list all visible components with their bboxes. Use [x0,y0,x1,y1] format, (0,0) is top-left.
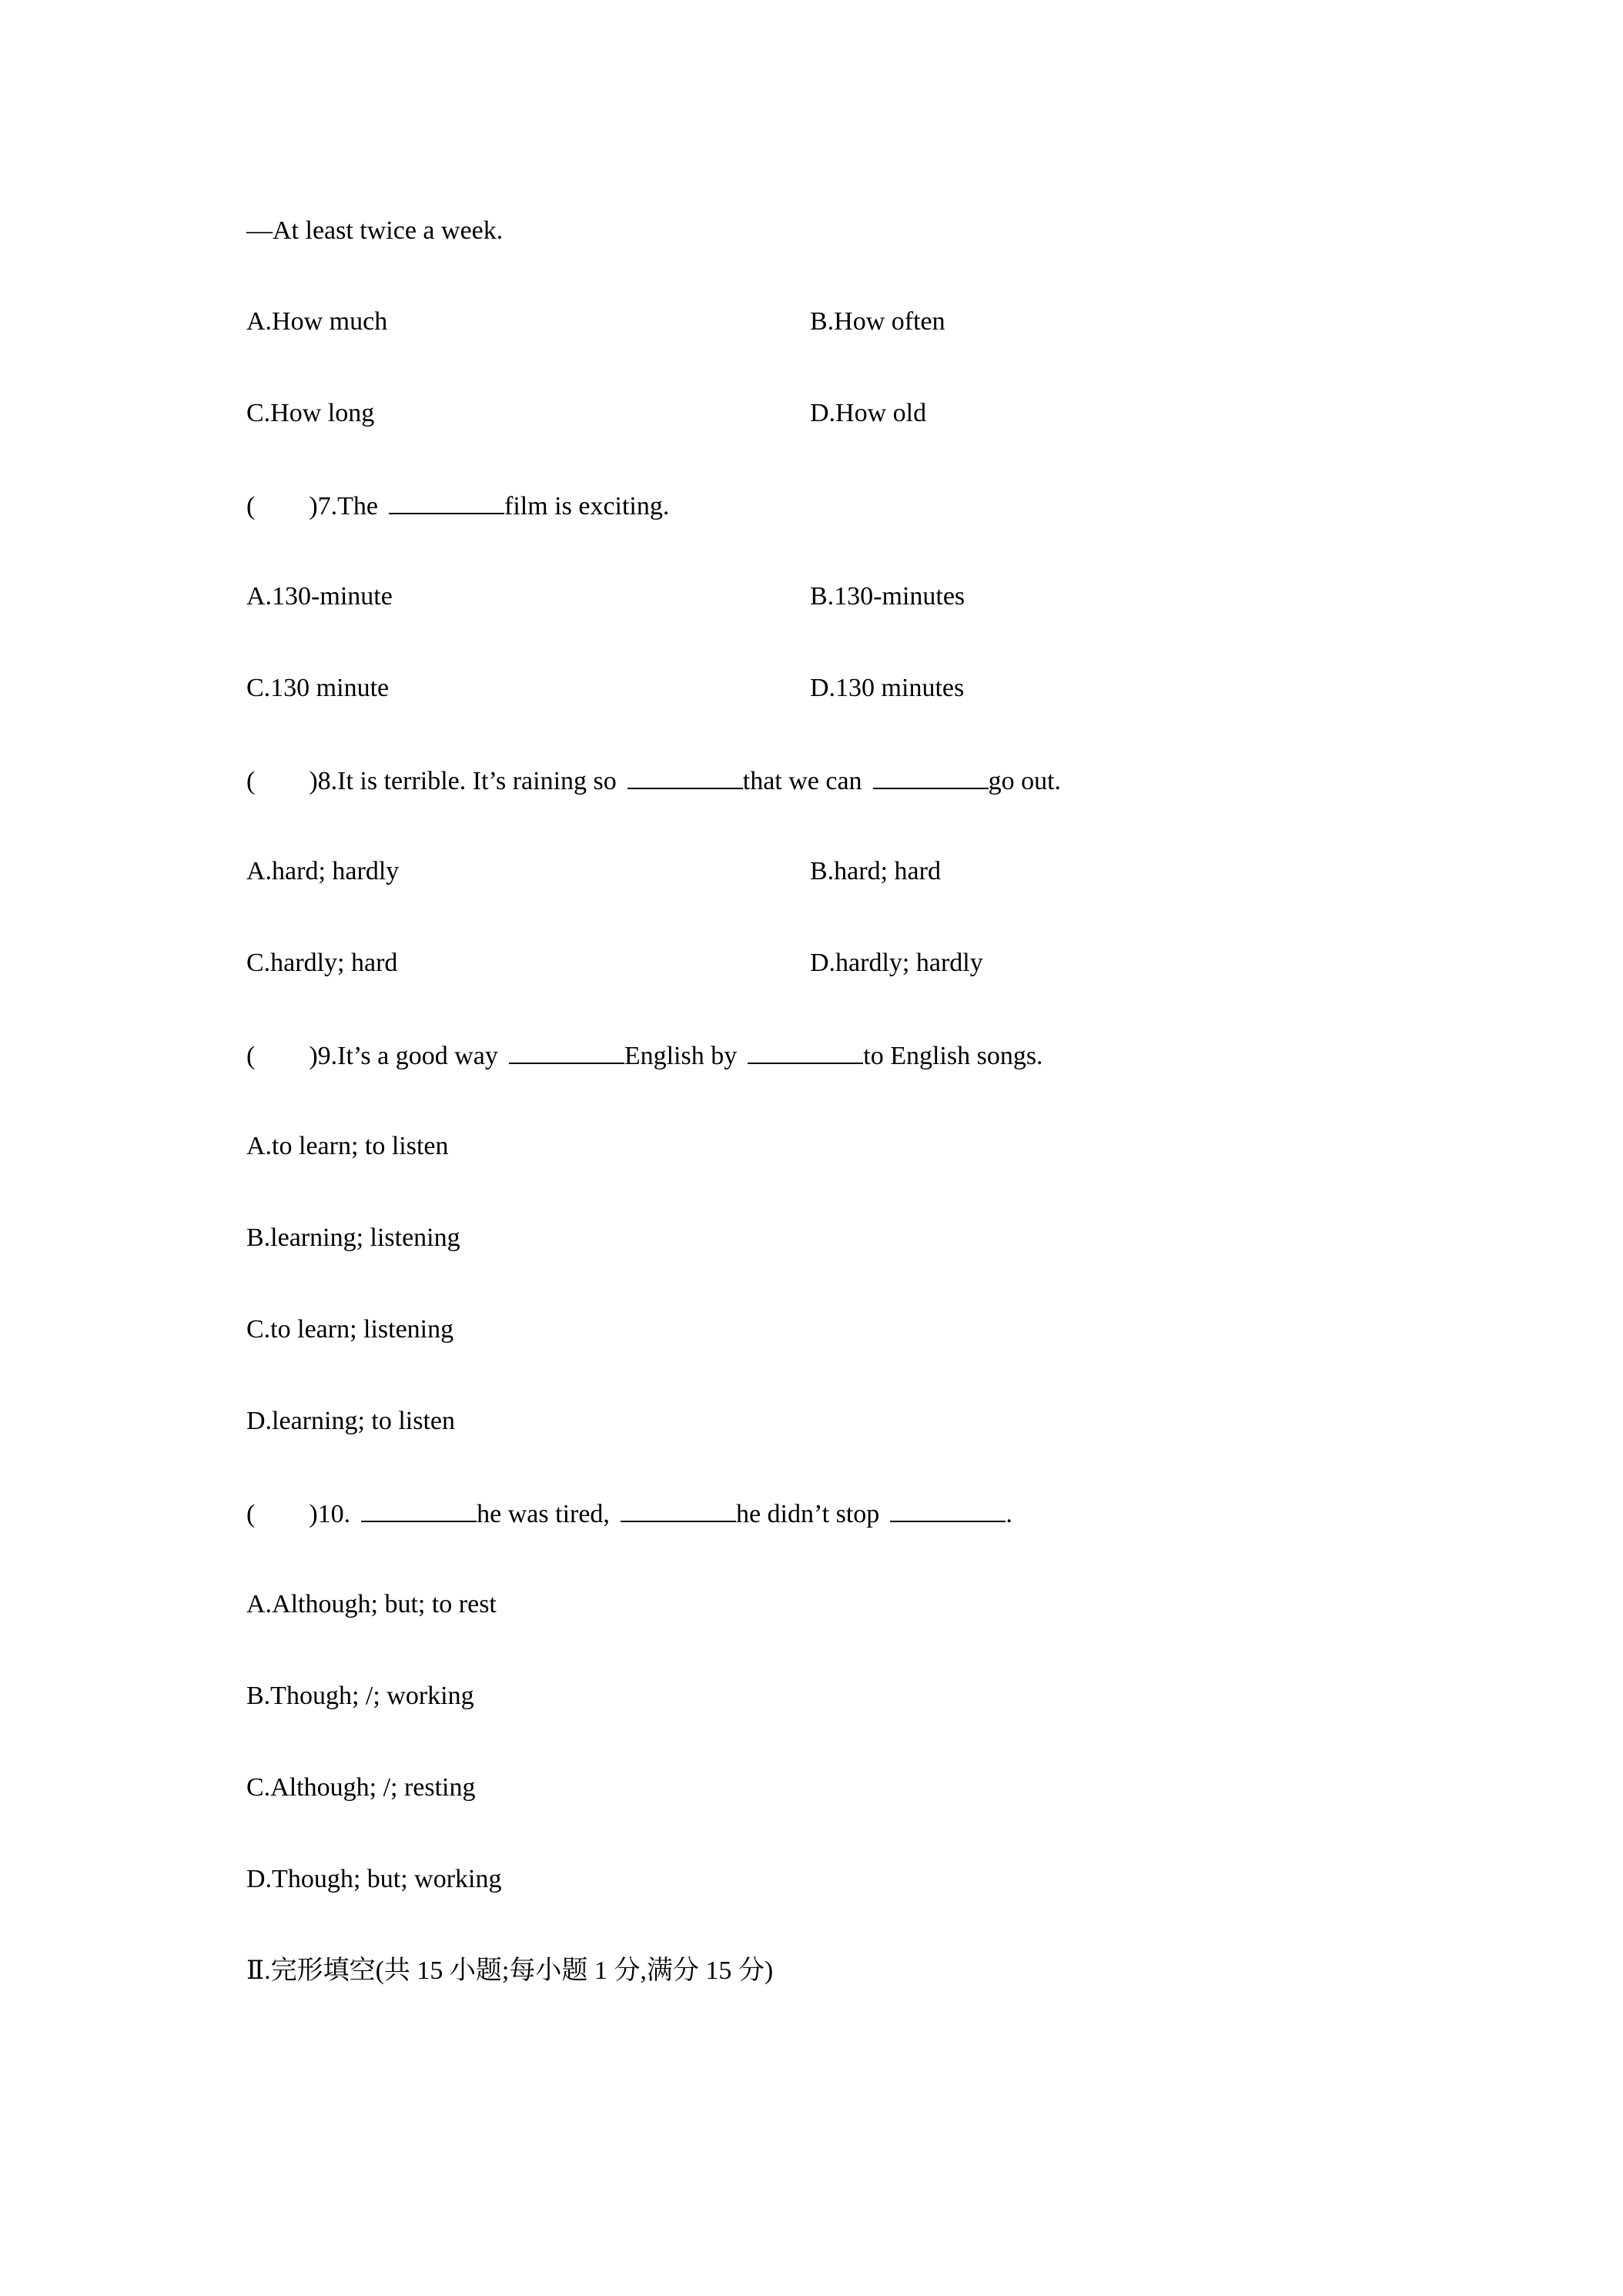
q8-middle: that we can [742,767,862,795]
q10-part2: he didn’t stop [735,1500,880,1528]
q10-part1: he was tired, [477,1500,610,1528]
q7-option-b: B.130-minutes [810,582,965,611]
q9-option-d: D.learning; to listen [246,1407,456,1435]
q8-after-blank: go out. [988,767,1062,795]
q9-blank-1 [509,1039,624,1064]
q8-option-b: B.hard; hard [810,857,941,885]
q9-after-blank: to English songs. [863,1042,1043,1070]
q7-after-blank: film is exciting. [504,492,670,520]
q9-option-a: A.to learn; to listen [246,1132,449,1160]
q8-option-d: D.hardly; hardly [810,949,983,977]
q9-number: )9.It’s a good way [309,1042,498,1070]
q10-open-paren: ( [246,1500,256,1528]
q6-answer-line: —At least twice a week. [246,216,504,245]
q10-option-c: C.Although; /; resting [246,1773,476,1802]
q6-option-c: C.How long [246,399,375,427]
q6-option-b: B.How often [810,307,945,336]
q7-stem [246,490,669,522]
q8-blank-2 [873,765,989,789]
q9-option-b: B.learning; listening [246,1223,460,1252]
q10-stem [246,1498,1012,1530]
q8-option-c: C.hardly; hard [246,949,398,977]
q9-blank-2 [748,1039,863,1064]
q7-number: )7.The [309,492,379,520]
q8-stem [246,765,1061,797]
q9-middle: English by [624,1042,738,1070]
q10-number: )10. [309,1500,351,1528]
q7-option-c: C.130 minute [246,674,390,702]
q10-option-d: D.Though; but; working [246,1865,502,1893]
q7-open-paren: ( [246,492,256,520]
q7-blank [389,490,504,514]
q10-blank-2 [621,1498,736,1522]
q10-option-a: A.Although; but; to rest [246,1590,497,1618]
q9-option-c: C.to learn; listening [246,1315,454,1344]
q8-open-paren: ( [246,767,256,795]
q8-number: )8.It is terrible. It’s raining so [309,767,617,795]
q10-blank-1 [361,1498,477,1522]
q10-option-b: B.Though; /; working [246,1682,474,1710]
section-2-heading: Ⅱ.完形填空(共 15 小题;每小题 1 分,满分 15 分) [246,1956,774,1985]
q10-blank-3 [890,1498,1006,1522]
q9-stem [246,1039,1043,1072]
q7-option-d: D.130 minutes [810,674,965,702]
q6-option-d: D.How old [810,399,927,427]
q8-blank-1 [627,765,743,789]
q9-open-paren: ( [246,1042,256,1070]
q8-option-a: A.hard; hardly [246,857,400,885]
q10-end: . [1006,1500,1012,1528]
q7-option-a: A.130-minute [246,582,393,611]
q6-option-a: A.How much [246,307,388,336]
